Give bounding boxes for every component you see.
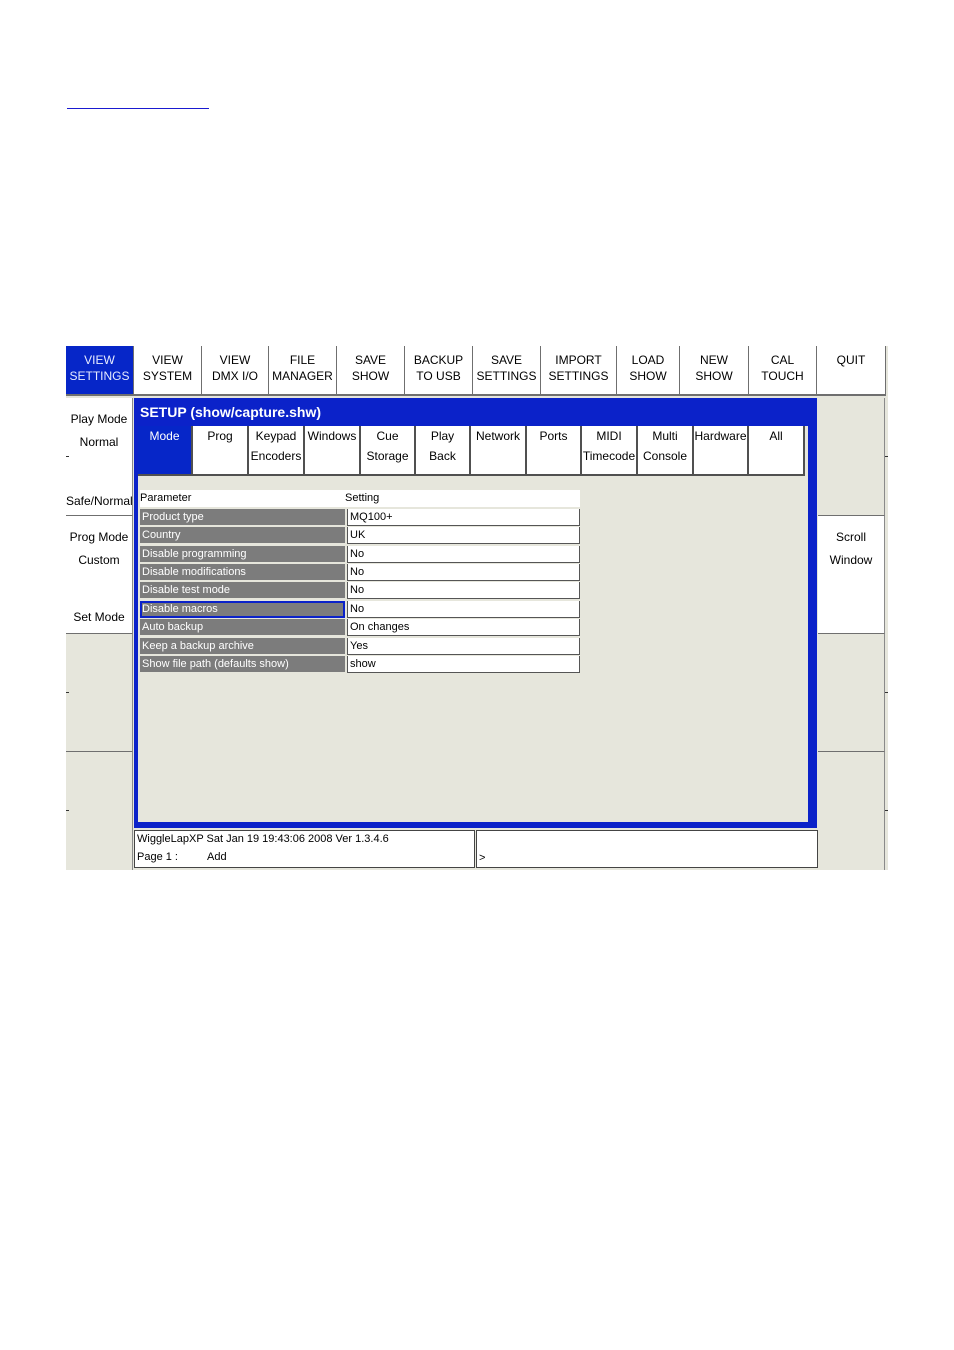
import-settings-button[interactable]: IMPORT SETTINGS [541,346,617,396]
table-row-selected[interactable] [140,601,580,619]
tab-multi-console[interactable]: Multi Console [638,426,694,476]
tab-cue-storage[interactable]: Cue Storage [361,426,416,476]
side-button-empty-left-2[interactable] [66,752,133,870]
tab-hardware[interactable]: Hardware [694,426,749,476]
setting-header: Setting [345,492,380,504]
edge-tick [885,456,888,457]
safe-normal-label: Safe/Normal [66,494,133,508]
tab-play-back[interactable]: Play Back [416,426,471,476]
setting-cell[interactable]: No [347,582,580,599]
setup-tabs [138,426,808,478]
view-dmx-io-button[interactable]: VIEW DMX I/O [202,346,269,396]
tab-prog[interactable]: Prog [193,426,249,476]
table-row[interactable] [140,509,580,527]
tab-all[interactable]: All [749,426,805,476]
grid-header [140,490,580,507]
table-row[interactable] [140,527,580,545]
top-toolbar [66,346,888,398]
tab-windows[interactable]: Windows [305,426,361,476]
setting-cell[interactable]: UK [347,527,580,544]
play-mode-label: Play Mode [70,412,128,426]
command-line[interactable] [476,830,818,868]
setting-cell[interactable]: Yes [347,638,580,655]
tab-mode[interactable]: Mode [138,426,193,476]
new-show-button[interactable]: NEW SHOW [680,346,749,396]
parameter-cell: Disable programming [140,546,345,563]
command-prompt: > [479,852,486,864]
table-row[interactable] [140,582,580,600]
setting-cell[interactable]: show [347,656,580,673]
side-button-empty-right-3[interactable] [818,752,885,870]
table-row[interactable] [140,619,580,637]
parameter-header: Parameter [140,492,192,504]
edge-tick [885,810,888,811]
page-value: Add [207,851,227,863]
table-row[interactable] [140,638,580,656]
setup-window-body [138,426,808,822]
scroll-window-button[interactable] [818,516,885,634]
file-manager-button[interactable]: FILE MANAGER [269,346,337,396]
parameter-cell: Keep a backup archive [140,638,345,655]
parameter-cell: Disable test mode [140,582,345,599]
parameter-cell: Disable macros [140,601,345,618]
setting-cell[interactable]: On changes [347,619,580,636]
table-row[interactable] [140,546,580,564]
hyperlink-underline[interactable] [67,108,209,109]
window-right-border [808,430,814,826]
table-row[interactable] [140,656,580,674]
set-mode-label: Set Mode [73,610,125,624]
setting-cell[interactable]: No [347,546,580,563]
view-system-button[interactable]: VIEW SYSTEM [134,346,202,396]
edge-tick [66,692,69,693]
tab-network[interactable]: Network [471,426,527,476]
scroll-label: Scroll [835,530,866,544]
prog-mode-label: Prog Mode [69,530,129,544]
edge-tick [885,692,888,693]
cal-touch-button[interactable]: CAL TOUCH [749,346,817,396]
prog-mode-button[interactable] [66,516,133,634]
side-button-empty-right-2[interactable] [818,634,885,752]
save-settings-button[interactable]: SAVE SETTINGS [473,346,541,396]
tab-keypad-encoders[interactable]: Keypad Encoders [249,426,305,476]
play-mode-button[interactable] [66,398,133,516]
tab-midi-timecode[interactable]: MIDI Timecode [582,426,638,476]
parameter-cell: Disable modifications [140,564,345,581]
status-panel [134,830,475,868]
status-info-text: WiggleLapXP Sat Jan 19 19:43:06 2008 Ver 1.3.4.6 [137,833,389,845]
setting-cell[interactable]: No [347,601,580,618]
view-settings-button[interactable]: VIEW SETTINGS [66,346,134,396]
load-show-button[interactable]: LOAD SHOW [617,346,680,396]
setup-window-title: SETUP (show/capture.shw) [140,404,321,420]
save-show-button[interactable]: SAVE SHOW [337,346,405,396]
setting-cell[interactable]: MQ100+ [347,509,580,526]
side-button-empty-right-1[interactable] [818,398,885,516]
parameter-cell: Country [140,527,345,544]
backup-to-usb-button[interactable]: BACKUP TO USB [405,346,473,396]
parameter-cell: Product type [140,509,345,526]
edge-tick [66,456,69,457]
setup-window [134,398,817,828]
side-button-empty-left-1[interactable] [66,634,133,752]
quit-button[interactable]: QUIT [817,346,886,396]
edge-tick [66,810,69,811]
parameter-cell: Auto backup [140,619,345,636]
wiggle-app-window [66,346,888,870]
tab-ports[interactable]: Ports [527,426,582,476]
page-label: Page 1 : [137,851,178,863]
setting-cell[interactable]: No [347,564,580,581]
parameter-cell: Show file path (defaults show) [140,656,345,673]
table-row[interactable] [140,564,580,582]
window-label: Window [829,553,873,567]
prog-mode-value: Custom [78,553,120,567]
play-mode-value: Normal [79,435,119,449]
